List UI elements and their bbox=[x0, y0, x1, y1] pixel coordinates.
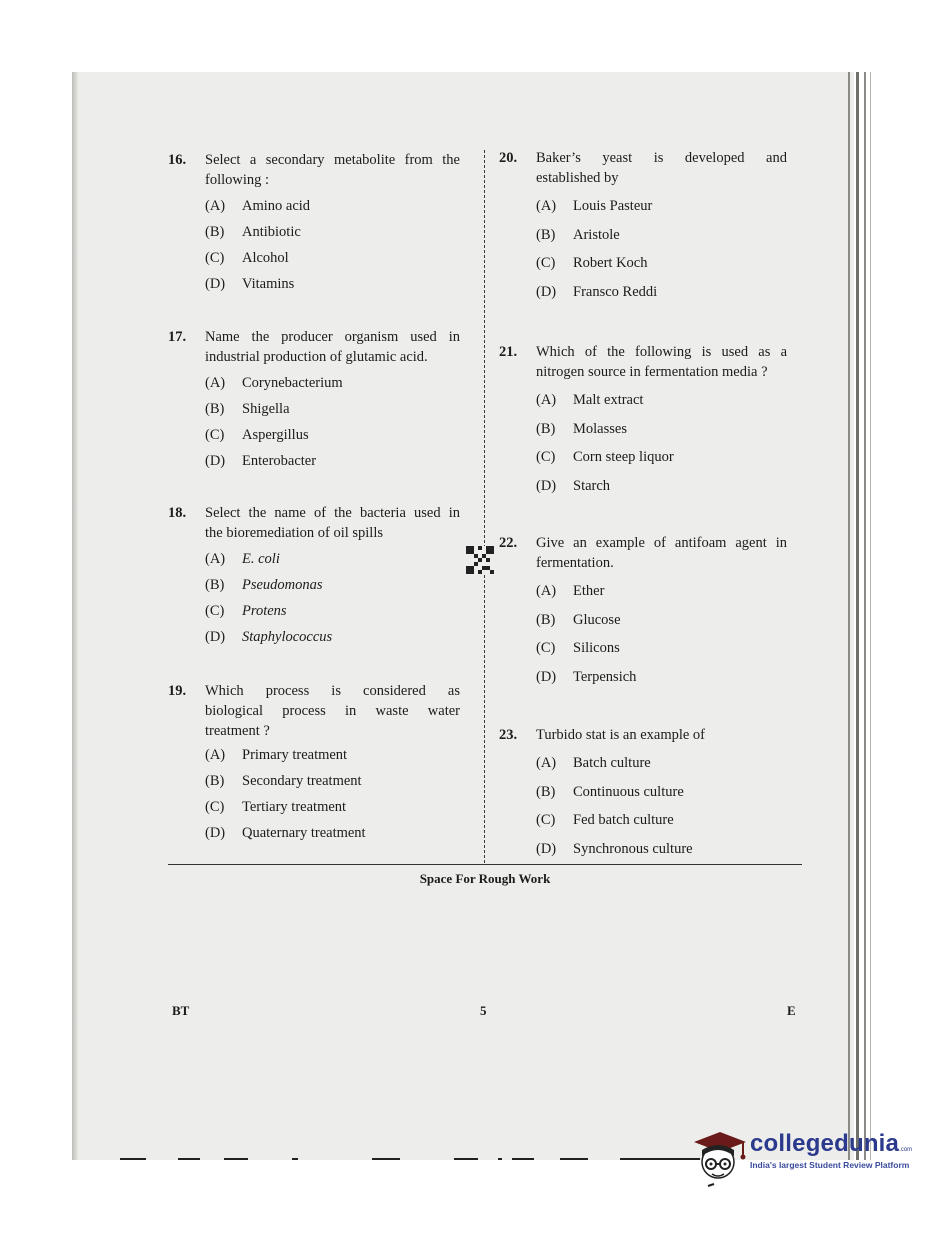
option-label: (B) bbox=[205, 773, 225, 789]
question-stem-line: treatment ? bbox=[205, 723, 270, 739]
question-stem-line: biological process in waste water bbox=[205, 703, 460, 719]
binding-line bbox=[856, 72, 859, 1160]
question-20 bbox=[499, 148, 787, 310]
question-stem-line: following : bbox=[205, 172, 270, 188]
option bbox=[205, 549, 460, 575]
question-17 bbox=[168, 327, 460, 477]
option-label: (C) bbox=[205, 603, 225, 619]
option-label: (D) bbox=[205, 825, 226, 841]
option-label: (B) bbox=[536, 420, 556, 437]
option bbox=[536, 476, 787, 505]
question-number: 17. bbox=[168, 329, 187, 345]
option-text: Molasses bbox=[573, 420, 627, 437]
option bbox=[536, 581, 787, 610]
question-number: 23. bbox=[499, 727, 518, 743]
question-stem-line: industrial production of glutamic acid. bbox=[205, 349, 428, 365]
question-16 bbox=[168, 150, 460, 300]
option-text: Alcohol bbox=[242, 250, 289, 266]
option-label: (C) bbox=[536, 449, 556, 465]
option-text: Vitamins bbox=[242, 276, 295, 292]
logo-tagline: India's largest Student Review Platform bbox=[750, 1160, 910, 1170]
question-18 bbox=[168, 503, 460, 653]
option-label: (A) bbox=[536, 198, 557, 214]
option bbox=[205, 425, 460, 451]
question-stem-line: the bioremediation of oil spills bbox=[205, 525, 384, 541]
option-label: (D) bbox=[536, 668, 557, 685]
option bbox=[536, 390, 787, 419]
option bbox=[205, 248, 460, 274]
option-text: Starch bbox=[573, 477, 611, 494]
option-text: Quaternary treatment bbox=[242, 825, 366, 841]
option-label: (C) bbox=[205, 799, 225, 815]
option-text: Aspergillus bbox=[242, 427, 309, 443]
option-text: Ether bbox=[573, 583, 605, 599]
option-label: (A) bbox=[536, 755, 557, 771]
question-stem-line: Which process is considered as bbox=[205, 683, 460, 699]
option bbox=[205, 222, 460, 248]
option bbox=[536, 839, 787, 868]
question-22 bbox=[499, 533, 787, 695]
option-text: Aristole bbox=[573, 226, 620, 243]
option-label: (C) bbox=[536, 640, 556, 656]
question-stem-line: nitrogen source in fermentation media ? bbox=[536, 364, 768, 380]
option-label: (B) bbox=[536, 611, 556, 628]
option-label: (A) bbox=[205, 747, 226, 763]
option-label: (D) bbox=[536, 283, 557, 300]
binding-line bbox=[864, 72, 866, 1160]
option-text: Silicons bbox=[573, 640, 620, 656]
option bbox=[536, 638, 787, 667]
footer-code: BT bbox=[172, 1003, 190, 1018]
section-rule bbox=[168, 864, 802, 865]
option bbox=[536, 253, 787, 282]
question-number: 21. bbox=[499, 344, 518, 360]
option-text: Shigella bbox=[242, 401, 290, 417]
question-number: 18. bbox=[168, 505, 187, 521]
option bbox=[205, 627, 460, 653]
option-label: (D) bbox=[205, 453, 226, 469]
question-21 bbox=[499, 342, 787, 504]
option-label: (A) bbox=[205, 551, 226, 567]
option-label: (B) bbox=[205, 577, 225, 593]
option-text: Primary treatment bbox=[242, 747, 348, 763]
option-text: Amino acid bbox=[242, 198, 311, 214]
option-label: (A) bbox=[536, 583, 557, 599]
option-label: (D) bbox=[536, 840, 557, 857]
option bbox=[536, 667, 787, 696]
option bbox=[205, 196, 460, 222]
option bbox=[205, 745, 460, 771]
option-label: (D) bbox=[536, 477, 557, 494]
graduate-mascot-icon bbox=[690, 1126, 748, 1192]
option-text: Corynebacterium bbox=[242, 375, 343, 391]
option-label: (A) bbox=[205, 198, 226, 214]
question-stem-line: Name the producer organism used in bbox=[205, 329, 460, 345]
option-text: Batch culture bbox=[573, 755, 651, 771]
question-number: 19. bbox=[168, 683, 187, 699]
option bbox=[536, 225, 787, 254]
option bbox=[205, 399, 460, 425]
option-text: Protens bbox=[242, 603, 287, 619]
collegedunia-logo bbox=[690, 1126, 930, 1196]
option-label: (D) bbox=[205, 276, 226, 292]
question-23 bbox=[499, 725, 787, 867]
option-text: Antibiotic bbox=[242, 224, 301, 240]
option-text: Fed batch culture bbox=[573, 812, 674, 828]
option-text: Glucose bbox=[573, 611, 621, 628]
option-text: Terpensich bbox=[573, 668, 637, 685]
option-text: Robert Koch bbox=[573, 255, 648, 271]
question-number: 16. bbox=[168, 152, 187, 168]
option bbox=[205, 575, 460, 601]
option bbox=[536, 810, 787, 839]
option-text: Enterobacter bbox=[242, 453, 317, 469]
option-text: Continuous culture bbox=[573, 783, 684, 800]
option bbox=[536, 610, 787, 639]
option bbox=[205, 601, 460, 627]
option bbox=[536, 753, 787, 782]
option-label: (A) bbox=[205, 375, 226, 391]
option-label: (C) bbox=[205, 427, 225, 443]
option-label: (B) bbox=[536, 783, 556, 800]
footer-version: E bbox=[787, 1003, 796, 1018]
option bbox=[536, 196, 787, 225]
qr-code-icon bbox=[466, 546, 494, 574]
logo-suffix: .com bbox=[899, 1147, 913, 1153]
question-number: 20. bbox=[499, 150, 518, 166]
option bbox=[536, 419, 787, 448]
option-text: Synchronous culture bbox=[573, 840, 693, 857]
binding-line bbox=[848, 72, 850, 1160]
option-text: Pseudomonas bbox=[242, 577, 323, 593]
option-text: Malt extract bbox=[573, 392, 644, 408]
logo-name: collegedunia bbox=[750, 1130, 900, 1157]
option-text: E. coli bbox=[242, 551, 280, 567]
question-stem-line: Baker’s yeast is developed and bbox=[536, 150, 787, 166]
option bbox=[205, 797, 460, 823]
question-stem-line: fermentation. bbox=[536, 555, 614, 571]
question-19 bbox=[168, 681, 460, 849]
option-label: (C) bbox=[205, 250, 225, 266]
option-label: (C) bbox=[536, 812, 556, 828]
question-number: 22. bbox=[499, 535, 518, 551]
option bbox=[205, 373, 460, 399]
option bbox=[205, 451, 460, 477]
option-text: Secondary treatment bbox=[242, 773, 362, 789]
option-text: Staphylococcus bbox=[242, 629, 333, 645]
option-label: (B) bbox=[205, 401, 225, 417]
option bbox=[536, 282, 787, 311]
option-label: (B) bbox=[205, 224, 225, 240]
option bbox=[536, 782, 787, 811]
option-label: (A) bbox=[536, 392, 557, 408]
question-stem-line: Which of the following is used as a bbox=[536, 344, 787, 360]
option bbox=[205, 823, 460, 849]
bottom-dashes bbox=[120, 1158, 700, 1162]
question-stem-line: Select the name of the bacteria used in bbox=[205, 505, 460, 521]
question-stem-line: established by bbox=[536, 170, 619, 186]
binding-line bbox=[870, 72, 871, 1160]
option-text: Corn steep liquor bbox=[573, 449, 674, 465]
page-edge-shadow bbox=[72, 72, 78, 1160]
column-divider bbox=[484, 150, 485, 863]
option-label: (D) bbox=[205, 629, 226, 645]
option bbox=[205, 771, 460, 797]
question-stem-line: Turbido stat is an example of bbox=[536, 727, 706, 743]
rough-work-label: Space For Rough Work bbox=[419, 871, 551, 886]
page-number: 5 bbox=[480, 1003, 487, 1018]
question-stem-line: Select a secondary metabolite from the bbox=[205, 152, 460, 168]
option-text: Louis Pasteur bbox=[573, 198, 653, 214]
question-stem-line: Give an example of antifoam agent in bbox=[536, 535, 787, 551]
option bbox=[205, 274, 460, 300]
option-label: (B) bbox=[536, 226, 556, 243]
option-text: Tertiary treatment bbox=[242, 799, 347, 815]
option-label: (C) bbox=[536, 255, 556, 271]
option bbox=[536, 447, 787, 476]
option-text: Fransco Reddi bbox=[573, 283, 658, 300]
